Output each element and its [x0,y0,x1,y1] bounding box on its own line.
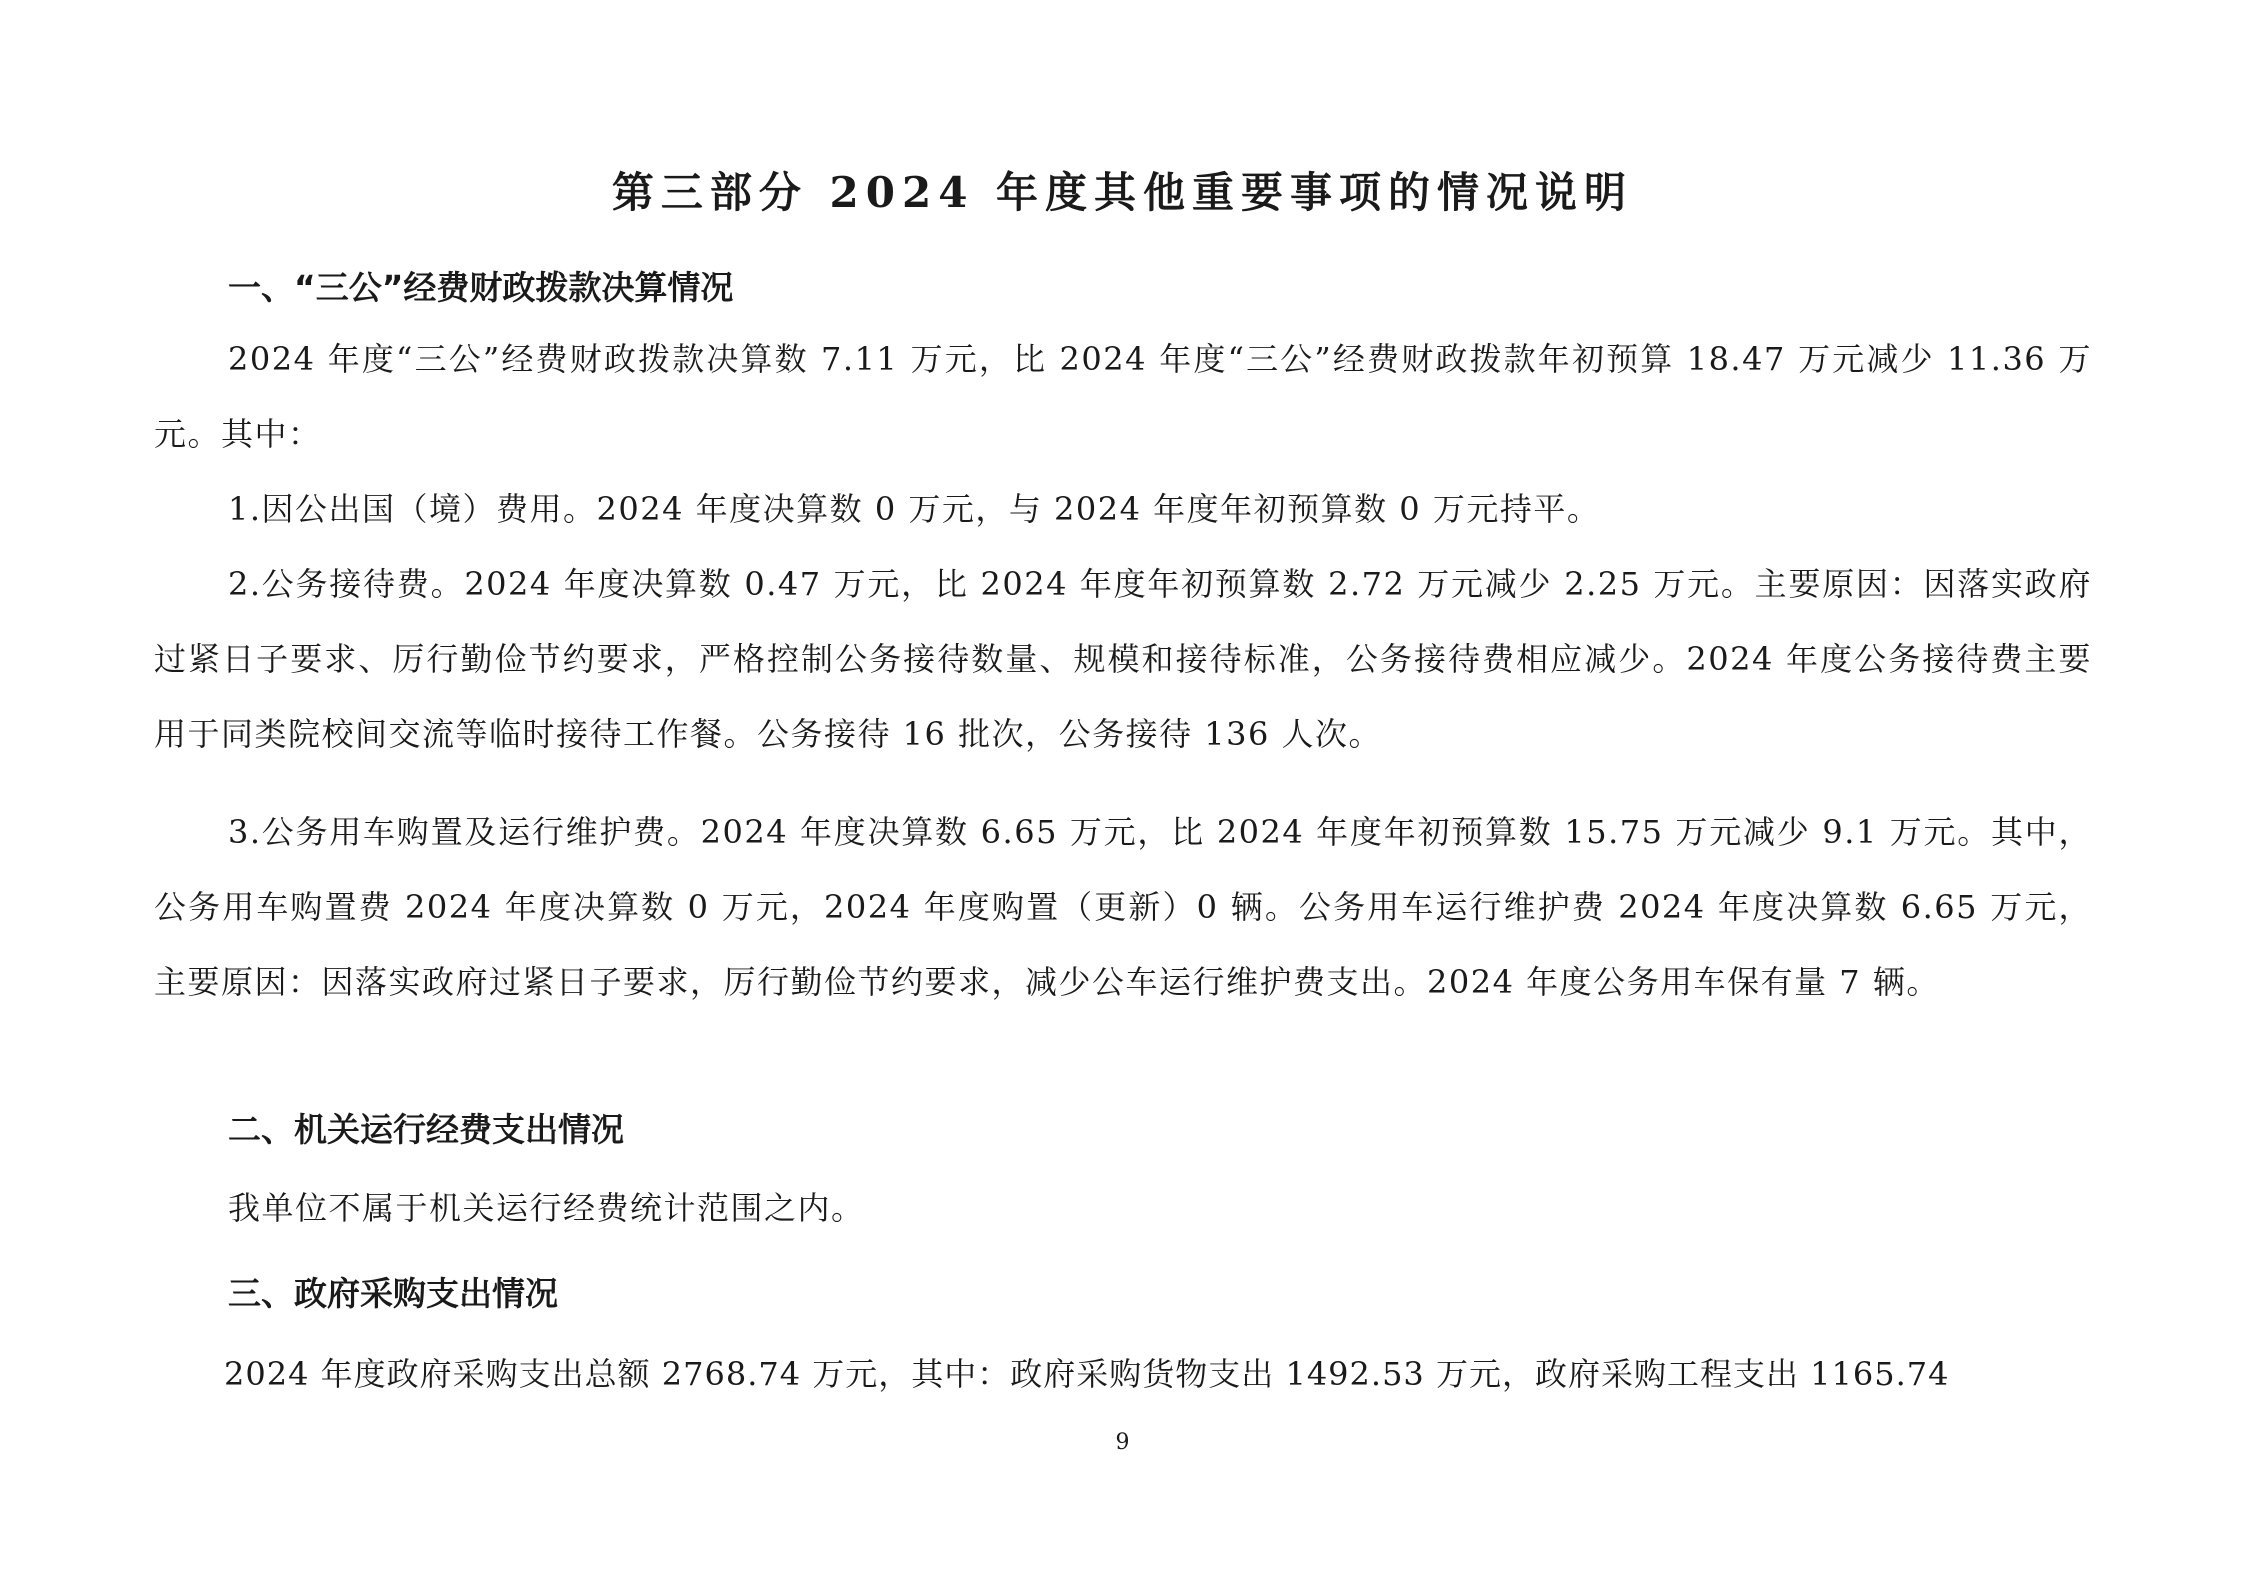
page-number: 9 [1115,1430,1130,1455]
page-title: 第三部分 2024 年度其他重要事项的情况说明 [611,168,1634,217]
paragraph-operating-costs: 我单位不属于机关运行经费统计范围之内。 [228,1189,865,1227]
paragraph-procurement: 2024 年度政府采购支出总额 2768.74 万元，其中：政府采购货物支出 1492.53 万元，政府采购工程支出 1165.74 [224,1355,1950,1393]
paragraph-official-vehicles: 3.公务用车购置及运行维护费。2024 年度决算数 6.65 万元，比 2024 年度年初预算数 15.75 万元减少 9.1 万元。其中，公务用车购置费 2024 年度决算数 0 万元，2024 年度购置（更新）0 辆。公务用车运行维护费 2024 年度决算数 6.65 万元，主要原因：因落实政府过紧日子要求，厉行勤俭节约要求，减少公车运行维护费支出。2024 年度公务用车保有量 7 辆。 [154,813,2092,1001]
paragraph-official-reception: 2.公务接待费。2024 年度决算数 0.47 万元，比 2024 年度年初预算数 2.72 万元减少 2.25 万元。主要原因：因落实政府过紧日子要求、厉行勤俭节约要求，严格控制公务接待数量、规模和接待标准，公务接待费相应减少。2024 年度公务接待费主要用于同类院校间交流等临时接待工作餐。公务接待 16 批次，公务接待 136 人次。 [154,565,2092,753]
paragraph-sangong-intro: 2024 年度“三公”经费财政拨款决算数 7.11 万元，比 2024 年度“三公”经费财政拨款年初预算 18.47 万元减少 11.36 万元。其中： [154,340,2092,453]
section-heading-operating-costs: 二、机关运行经费支出情况 [228,1110,624,1149]
section-heading-sangong: 一、“三公”经费财政拨款决算情况 [228,268,734,307]
paragraph-outbound-travel: 1.因公出国（境）费用。2024 年度决算数 0 万元，与 2024 年度年初预算数 0 万元持平。 [228,490,1601,528]
section-heading-procurement: 三、政府采购支出情况 [228,1274,558,1313]
